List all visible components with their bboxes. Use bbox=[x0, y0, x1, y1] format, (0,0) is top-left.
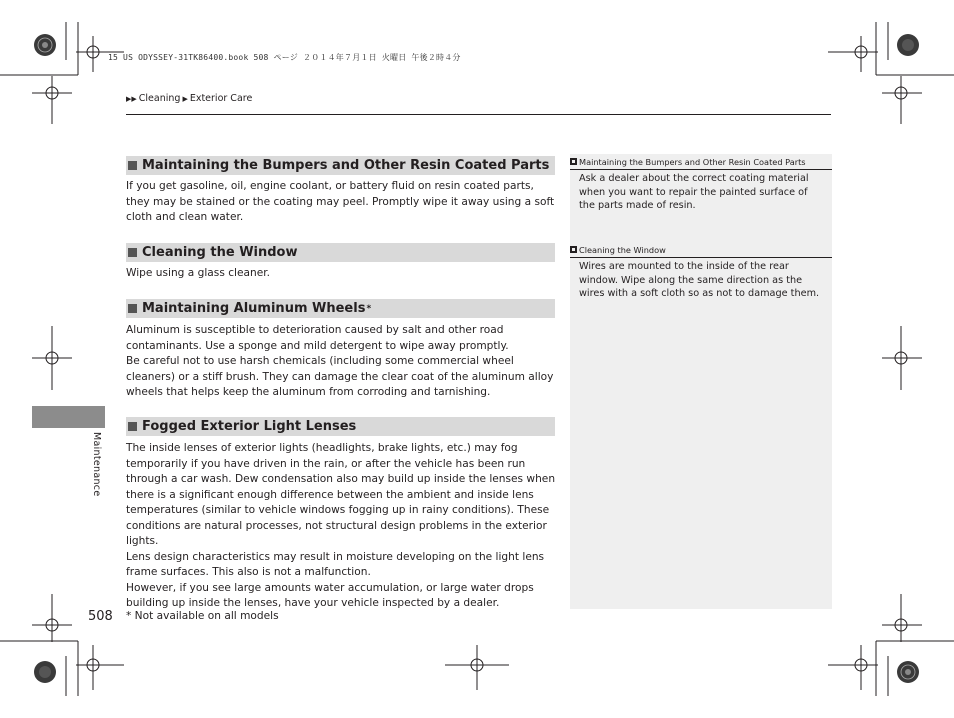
section-heading-window: Cleaning the Window bbox=[126, 243, 555, 262]
print-job-line: 15 US ODYSSEY-31TK86400.book 508 ページ ２０１４年７月１日 火曜日 午後２時４分 bbox=[108, 53, 461, 62]
heading-square-icon bbox=[128, 422, 137, 431]
heading-square-icon bbox=[128, 161, 137, 170]
note-title-window[interactable]: Cleaning the Window bbox=[570, 242, 832, 258]
section-body-bumpers bbox=[126, 179, 558, 226]
breadcrumb-arrow-icon: ▶ bbox=[182, 94, 188, 103]
section-body-aluminum-wheels bbox=[126, 323, 558, 401]
paragraph: Wipe using a glass cleaner. bbox=[126, 267, 270, 279]
header-rule bbox=[126, 114, 831, 115]
note-body-window: Wires are mounted to the inside of the rear window. Wipe along the same direction as the wires with a soft cloth so as not to damage them. bbox=[579, 261, 820, 300]
footnote-marker[interactable]: * bbox=[366, 303, 372, 314]
breadcrumb bbox=[126, 93, 252, 104]
page-number: 508 bbox=[88, 609, 113, 624]
footnote: * Not available on all models bbox=[126, 610, 279, 622]
breadcrumb-arrow-icon: ▶▶ bbox=[126, 94, 137, 103]
reference-icon bbox=[570, 246, 577, 253]
paragraph: Aluminum is susceptible to deterioration caused by salt and other road contaminants. Use a sponge and mild detergent to wipe away promptly. bbox=[126, 324, 509, 352]
breadcrumb-current-exterior-care: Exterior Care bbox=[189, 93, 253, 104]
section-body-fogged-lenses bbox=[126, 441, 558, 612]
paragraph: Lens design characteristics may result in moisture developing on the light lens frame surfaces. This also is not a malfunction. bbox=[126, 550, 545, 578]
section-heading-aluminum-wheels: Maintaining Aluminum Wheels * bbox=[126, 299, 555, 318]
paragraph: The inside lenses of exterior lights (headlights, brake lights, etc.) may fog temporarily if you have driven in the rain, or after the vehicle has been run through a car wash. Dew condensation also may build up inside the lenses when there is a significant enough difference between the ambient and inside lens temperatures (similar to vehicle windows fogging up in rainy conditions). These conditions are natural processes, not structural design problems in the exterior lights. bbox=[126, 442, 556, 547]
paragraph: If you get gasoline, oil, engine coolant, or battery fluid on resin coated parts, they may be stained or the coating may peel. Promptly wipe it away using a soft cloth and clean water. bbox=[126, 180, 555, 223]
reference-icon bbox=[570, 158, 577, 165]
paragraph: However, if you see large amounts water accumulation, or large water drops building up inside the lenses, have your vehicle inspected by a dealer. bbox=[126, 581, 534, 609]
note-body-bumpers: Ask a dealer about the correct coating material when you want to repair the painted surface of the parts made of resin. bbox=[579, 173, 809, 212]
section-body-window bbox=[126, 266, 558, 282]
section-heading-bumpers: Maintaining the Bumpers and Other Resin Coated Parts bbox=[126, 156, 555, 175]
chapter-tab[interactable] bbox=[32, 406, 105, 428]
sidebar-notes bbox=[570, 154, 832, 609]
heading-square-icon bbox=[128, 304, 137, 313]
paragraph: Be careful not to use harsh chemicals (including some commercial wheel cleaners) or a stiff brush. They can damage the clear coat of the aluminum alloy wheels that helps keep the aluminum from corroding and tarnishing. bbox=[126, 355, 554, 398]
heading-square-icon bbox=[128, 248, 137, 257]
chapter-label: Maintenance bbox=[91, 432, 102, 497]
note-title-bumpers[interactable]: Maintaining the Bumpers and Other Resin Coated Parts bbox=[570, 154, 832, 170]
breadcrumb-link-cleaning[interactable]: Cleaning bbox=[138, 93, 181, 104]
section-heading-fogged-lenses: Fogged Exterior Light Lenses bbox=[126, 417, 555, 436]
